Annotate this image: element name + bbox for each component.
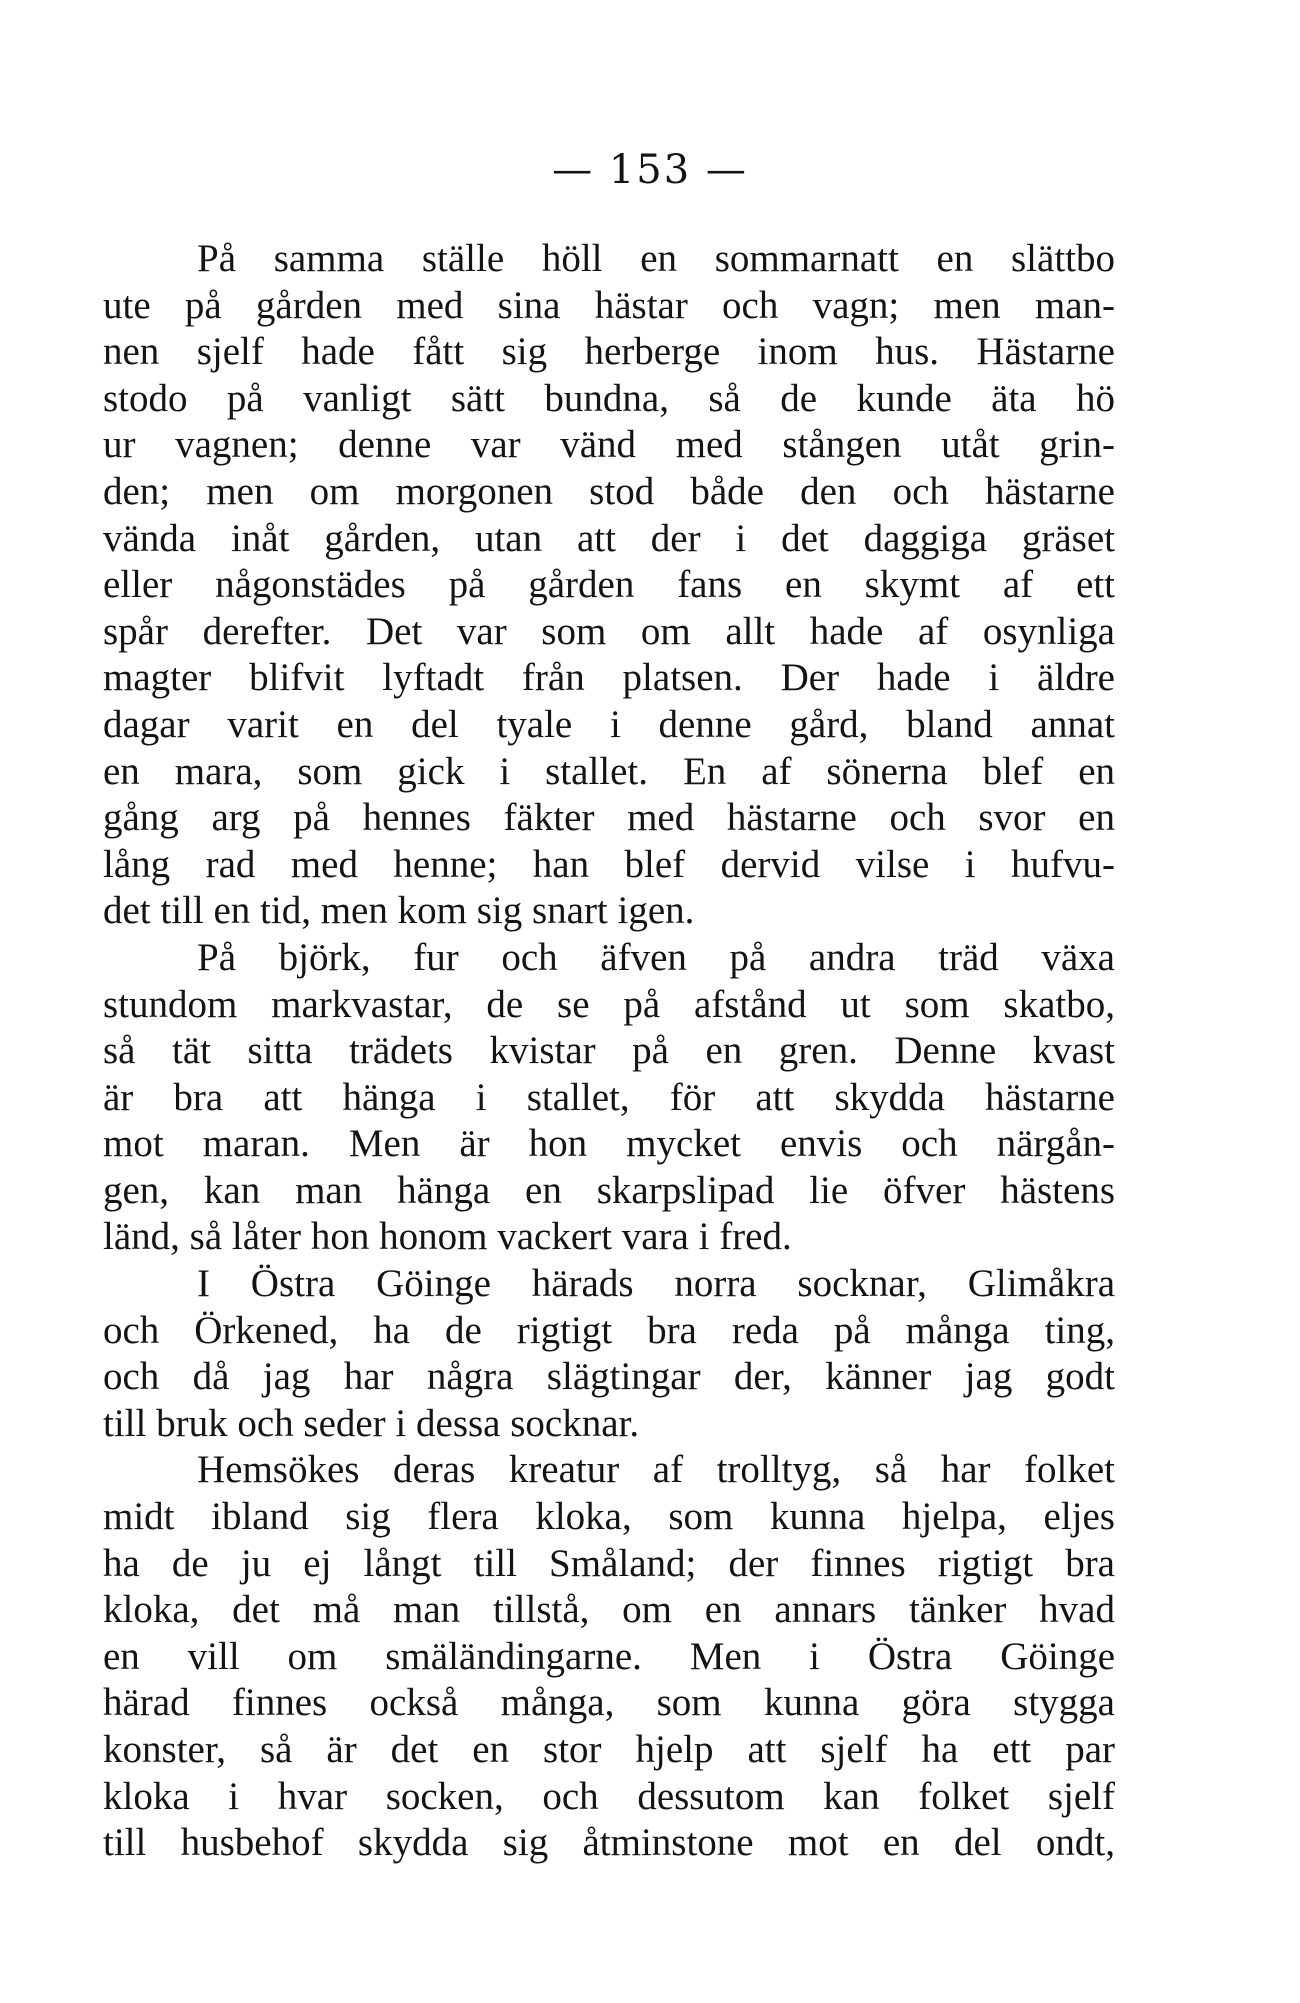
text-line: den; men om morgonen stod både den och hästarne (103, 469, 1115, 513)
text-line: till husbehof skydda sig åtminstone mot en del ondt, (103, 1821, 1115, 1865)
text-line: kloka, det må man tillstå, om en annars tänker hvad (103, 1588, 1115, 1632)
text-line: konster, så är det en stor hjelp att sjelf ha ett par (103, 1728, 1115, 1771)
text-line: länd, så låter hon honom vackert vara i fred. (103, 1215, 792, 1259)
page-number-header: — 153 — (552, 147, 748, 193)
text-line: det till en tid, men kom sig snart igen. (103, 889, 695, 933)
text-line: och då jag har några slägtingar der, känner jag godt (103, 1355, 1115, 1399)
text-line: mot maran. Men är hon mycket envis och närgån- (103, 1122, 1115, 1166)
text-line: och Örkened, ha de rigtigt bra reda på många ting, (103, 1308, 1115, 1352)
text-line: ute på gården med sina hästar och vagn; men man- (103, 283, 1115, 327)
text-line: en vill om smäländingarne. Men i Östra Göinge (103, 1634, 1115, 1678)
paragraph-1 (103, 236, 1115, 935)
text-line: spår derefter. Det var som om allt hade af osynliga (103, 609, 1115, 653)
text-line: så tät sitta trädets kvistar på en gren. Denne kvast (103, 1029, 1115, 1073)
text-line: lång rad med henne; han blef dervid vilse i hufvu- (103, 842, 1115, 886)
text-line: gång arg på hennes fäkter med hästarne och svor en (103, 796, 1115, 840)
text-line: är bra att hänga i stallet, för att skydda hästarne (103, 1075, 1115, 1119)
text-line: till bruk och seder i dessa socknar. (103, 1401, 640, 1445)
text-line: Hemsökes deras kreatur af trolltyg, så har folket (197, 1448, 1115, 1492)
text-line: På samma ställe höll en sommarnatt en slättbo (197, 237, 1115, 280)
paragraph-3 (103, 1261, 1115, 1447)
text-line: eller någonstädes på gården fans en skymt af ett (103, 563, 1115, 607)
text-line: ur vagnen; denne var vänd med stången utåt grin- (103, 423, 1115, 467)
text-line: stodo på vanligt sätt bundna, så de kunde äta hö (103, 376, 1115, 420)
text-line: gen, kan man hänga en skarpslipad lie öfver hästens (103, 1168, 1115, 1212)
text-line: dagar varit en del tyale i denne gård, bland annat (103, 702, 1115, 746)
text-line: stundom markvastar, de se på afstånd ut som skatbo, (103, 982, 1115, 1026)
text-line: midt ibland sig flera kloka, som kunna hjelpa, eljes (103, 1495, 1115, 1539)
text-line: ha de ju ej långt till Småland; der finnes rigtigt bra (103, 1541, 1115, 1585)
paragraph-4 (103, 1447, 1115, 1866)
text-line: nen sjelf hade fått sig herberge inom hus. Hästarne (103, 330, 1115, 374)
paragraph-2 (103, 935, 1115, 1261)
text-line: magter blifvit lyftadt från platsen. Der hade i äldre (103, 656, 1115, 700)
body-text (103, 236, 1115, 1867)
text-line: kloka i hvar socken, och dessutom kan folket sjelf (103, 1774, 1115, 1818)
text-line: härad finnes också många, som kunna göra stygga (103, 1681, 1115, 1725)
text-line: På björk, fur och äfven på andra träd växa (197, 935, 1115, 979)
text-line: en mara, som gick i stallet. En af sönerna blef en (103, 749, 1115, 793)
text-line: vända inåt gården, utan att der i det daggiga gräset (103, 516, 1115, 560)
text-line: I Östra Göinge härads norra socknar, Glimåkra (197, 1262, 1115, 1306)
